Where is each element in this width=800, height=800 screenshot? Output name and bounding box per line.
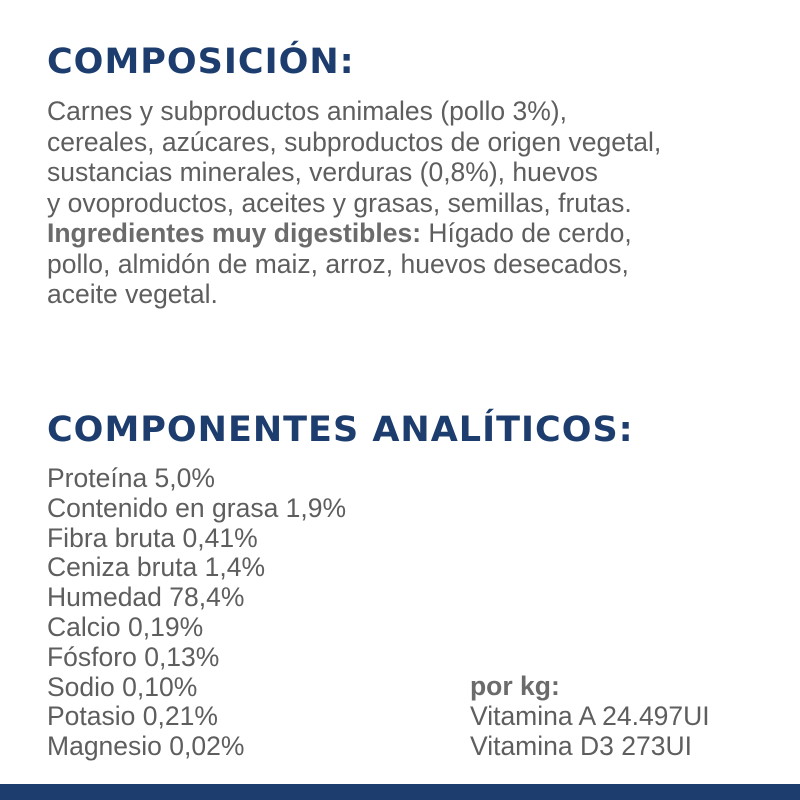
digestible-line: pollo, almidón de maiz, arroz, huevos desecados, [47,248,629,279]
vitamin-item: Vitamina D3 273UI [470,730,692,761]
digestible-line [47,218,787,249]
analytics-list [47,464,346,762]
composition-line: sustancias minerales, verduras (0,8%), huevos [47,157,598,187]
per-kg-label: por kg: [470,671,560,701]
composition-heading: COMPOSICIÓN: [47,42,355,82]
digestible-text: Hígado de cerdo, [421,218,632,248]
analytics-item: Ceniza bruta 1,4% [47,552,266,583]
analytics-item: Proteína 5,0% [47,463,215,493]
composition-text [47,96,787,310]
analytics-heading: COMPONENTES ANALÍTICOS: [47,410,634,450]
analytics-item: Calcio 0,19% [47,611,204,642]
analytics-item: Fibra bruta 0,41% [47,522,258,553]
analytics-item: Potasio 0,21% [47,701,218,732]
digestible-label: Ingredientes muy digestibles: [47,218,422,248]
footer-bar [0,784,800,800]
composition-line: cereales, azúcares, subproductos de origen vegetal, [47,126,662,157]
analytics-item: Magnesio 0,02% [47,731,245,762]
vitamins-block [470,672,710,761]
analytics-item: Contenido en grasa 1,9% [47,492,347,523]
analytics-item: Sodio 0,10% [47,671,198,702]
digestible-line: aceite vegetal. [47,279,218,309]
composition-line: Carnes y subproductos animales (pollo 3%), [47,96,567,126]
analytics-item: Fósforo 0,13% [47,641,220,672]
analytics-item: Humedad 78,4% [47,582,245,613]
composition-line: y ovoproductos, aceites y grasas, semillas, frutas. [47,187,632,218]
vitamin-item: Vitamina A 24.497UI [470,700,710,731]
